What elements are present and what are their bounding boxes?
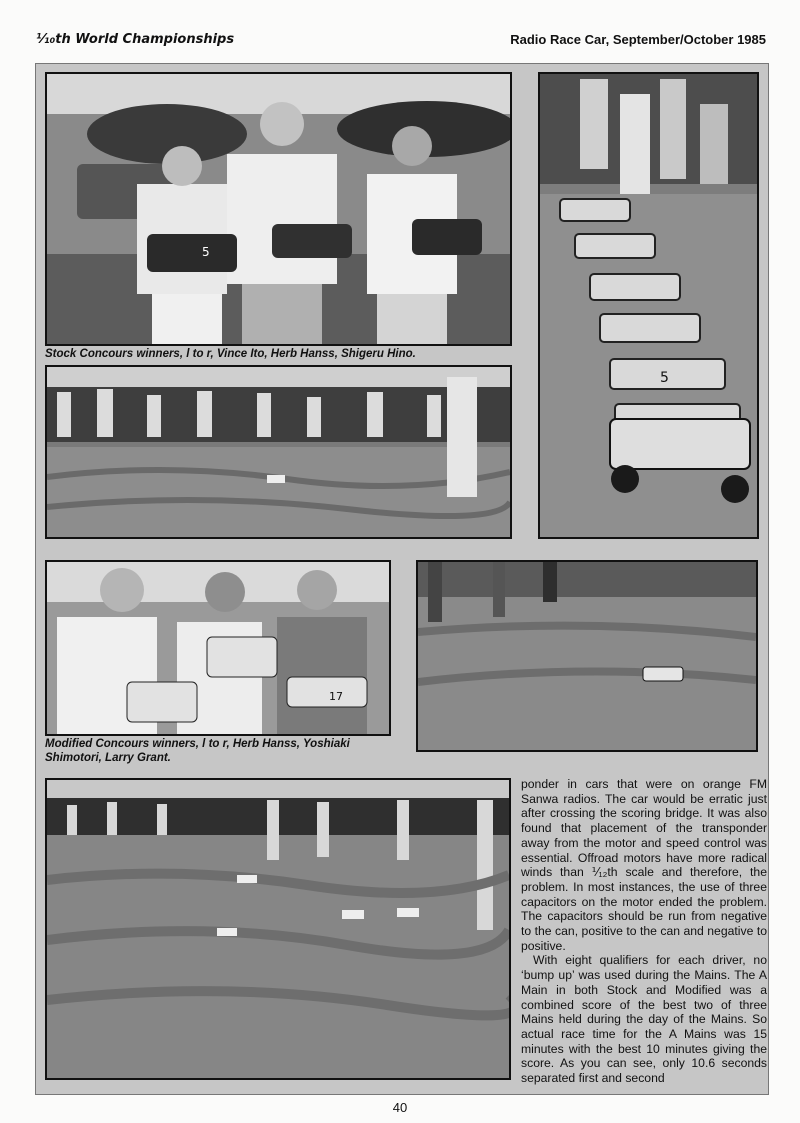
page-number: 40 xyxy=(392,1100,408,1115)
car-number-17: 17 xyxy=(329,690,343,703)
article-paragraph: ponder in cars that were on orange FM Sanwa radios. The car would be erratic just after crossing the scoring bridge. It was also found that placement of the transponder away from the motor and speed control was essential. Offroad motors have more radical winds than ⅟₁₂th scale and therefore, the problem. In most instances, the use of three capacitors on the motor ended the problem. The capacitors should be run from negative to the can, positive to the can and negative to positive. xyxy=(521,777,767,953)
photo-track-spectators xyxy=(45,365,512,539)
running-header-left: ⅒th World Championships xyxy=(36,32,235,47)
photo-car-lineup xyxy=(538,72,759,539)
running-header-right: Radio Race Car, September/October 1985 xyxy=(510,32,766,47)
photo-modified-concours-winners xyxy=(45,560,391,736)
caption-stock-concours: Stock Concours winners, l to r, Vince Ito, Herb Hanss, Shigeru Hino. xyxy=(45,348,416,360)
caption-modified-concours: Modified Concours winners, l to r, Herb Hanss, Yoshiaki Shimotori, Larry Grant. xyxy=(45,738,350,764)
photo-race-track-wide xyxy=(45,778,511,1080)
car-number-5: 5 xyxy=(202,245,210,259)
article-body xyxy=(521,777,767,1086)
photo-stock-concours-winners xyxy=(45,72,512,346)
article-paragraph: With eight qualifiers for each driver, no ‘bump up’ was used during the Mains. The A Main in both Stock and Modified was a combined score of the best two of three Mains held during the day of the Mains. So actual race time for the A Mains was 15 minutes with the best 10 minutes giving the score. As you can see, only 10.6 seconds separated first and second xyxy=(521,953,767,1086)
photo-track-racing xyxy=(416,560,758,752)
car-number-5: 5 xyxy=(660,370,669,386)
